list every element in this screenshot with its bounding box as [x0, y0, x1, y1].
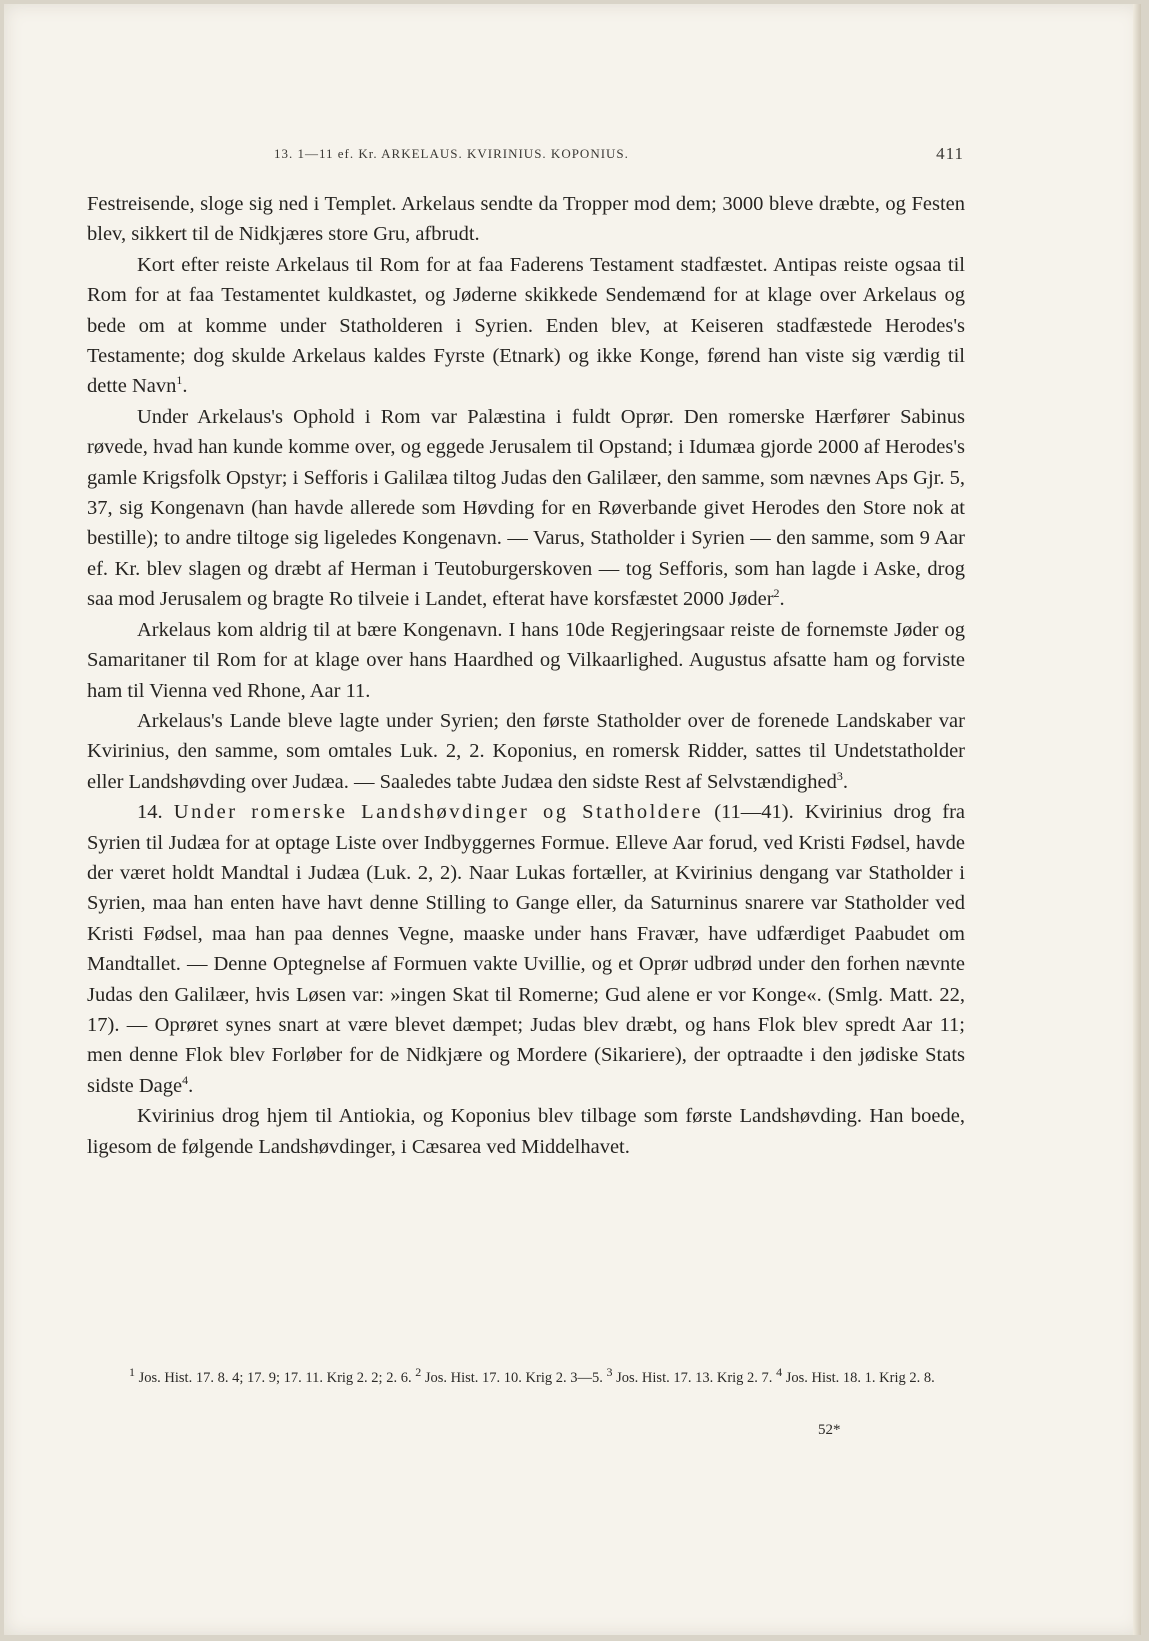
paragraph: Festreisende, sloge sig ned i Templet. Arkelaus sendte da Tropper mod dem; 3000 bleve dræbte, og Festen blev, sikkert til de Nidkjæres store Gru, afbrudt.	[87, 193, 965, 246]
footnotes	[87, 1366, 965, 1390]
running-title: 13. 1—11 ef. Kr. ARKELAUS. KVIRINIUS. KOPONIUS.	[274, 146, 629, 161]
footnote-ref: 4	[182, 1072, 189, 1087]
section-number: 14.	[137, 801, 163, 824]
running-header	[274, 146, 964, 166]
footnote-line: $^1$ Jos. Hist. 17. 8. 4; 17. 9; 17. 11. Krig 2. 2; 2. 6. $^2$ Jos. Hist. 17. 10. Krig 2. 3—5. $^3$ Jos. Hist. 17. 13. Krig 2. 7. $^4$ Jos. Hist. 18. 1. Krig 2. 8.	[129, 1365, 935, 1386]
main-text	[87, 189, 965, 1162]
book-page	[4, 4, 1141, 1635]
page-edge	[1133, 4, 1141, 1635]
signature-mark: 52*	[818, 1422, 841, 1438]
section-14: 14. Under romerske Landshøvdinger og Statholdere (11—41). Kvirinius drog fra Syrien til Judæa for at optage Liste over Indbyggernes Formue. Elleve Aar forud, ved Kristi Fødsel, havde der været holdt Mandtal i Judæa (Luk. 2, 2). Naar Lukas fortæller, at Kvirinius dengang var Statholder i Syrien, maa han enten have havt denne Stilling to Gange eller, da Saturninus snarere var Statholder ved Kristi Fødsel, maa han paa dennes Vegne, maaske under hans Fravær, have udfærdiget Paabudet om Mandtallet. — Denne Optegnelse af Formuen vakte Uvillie, og et Oprør udbrød under den forhen nævnte Judas den Galilæer, hvis Løsen var: »ingen Skat til Romerne; Gud alene er vor Konge«. (Smlg. Matt. 22, 17). — Oprøret synes snart at være blevet dæmpet; Judas blev dræbt, og hans Flok blev spredt Aar 11; men denne Flok blev Forløber for de Nidkjære og Mordere (Sikariere), der optraadte i den jødiske Stats sidste Dage$^4$.	[87, 801, 965, 1097]
paragraph: Kvirinius drog hjem til Antiokia, og Koponius blev tilbage som første Landshøvding. Han boede, ligesom de følgende Landshøvdinger, i Cæsarea ved Middelhavet.	[87, 1105, 965, 1158]
paragraph: Arkelaus kom aldrig til at bære Kongenavn. I hans 10de Regjeringsaar reiste de fornemste Jøder og Samaritaner til Rom for at klage over hans Haardhed og Vilkaarlighed. Augustus afsatte ham og forviste ham til Vienna ved Rhone, Aar 11.	[87, 618, 965, 702]
page-number: 411	[936, 144, 964, 163]
footnote-ref: 1	[176, 373, 183, 388]
footnote-ref: 3	[836, 768, 843, 783]
paragraph: Under Arkelaus's Ophold i Rom var Palæstina i fuldt Oprør. Den romerske Hærfører Sabinus røvede, hvad han kunde komme over, og eggede Jerusalem til Opstand; i Idumæa gjorde 2000 af Herodes's gamle Krigsfolk Opstyr; i Sefforis i Galilæa tiltog Judas den Galilæer, den samme, som nævnes Aps Gjr. 5, 37, sig Kongenavn (han havde allerede som Høvding for en Røverbande givet Herodes den Store nok at bestille); to andre tiltoge sig ligeledes Kongenavn. — Varus, Statholder i Syrien — den samme, som 9 Aar ef. Kr. blev slagen og dræbt af Herman i Teutoburgerskoven — tog Sefforis, som han lagde i Aske, drog saa mod Jerusalem og bragte Ro tilveie i Landet, efterat have korsfæstet 2000 Jøder$^2$.	[87, 405, 965, 611]
footnote-ref: 2	[773, 586, 780, 601]
paragraph: Arkelaus's Lande bleve lagte under Syrien; den første Statholder over de forenede Landskaber var Kvirinius, den samme, som omtales Luk. 2, 2. Koponius, en romersk Ridder, sattes til Undetstatholder eller Landshøvding over Judæa. — Saaledes tabte Judæa den sidste Rest af Selvstændighed$^3$.	[87, 709, 965, 793]
paragraph: Kort efter reiste Arkelaus til Rom for at faa Faderens Testament stadfæstet. Antipas reiste ogsaa til Rom for at faa Testamentet kuldkastet, og Jøderne skikkede Sendemænd for at klage over Arkelaus og bede om at komme under Statholderen i Syrien. Enden blev, at Keiseren stadfæstede Herodes's Testamente; dog skulde Arkelaus kaldes Fyrste (Etnark) og ikke Konge, førend han viste sig værdig til dette Navn$^1$.	[87, 253, 965, 398]
section-heading: Under romerske Landshøvdinger og Statholdere	[173, 801, 704, 824]
